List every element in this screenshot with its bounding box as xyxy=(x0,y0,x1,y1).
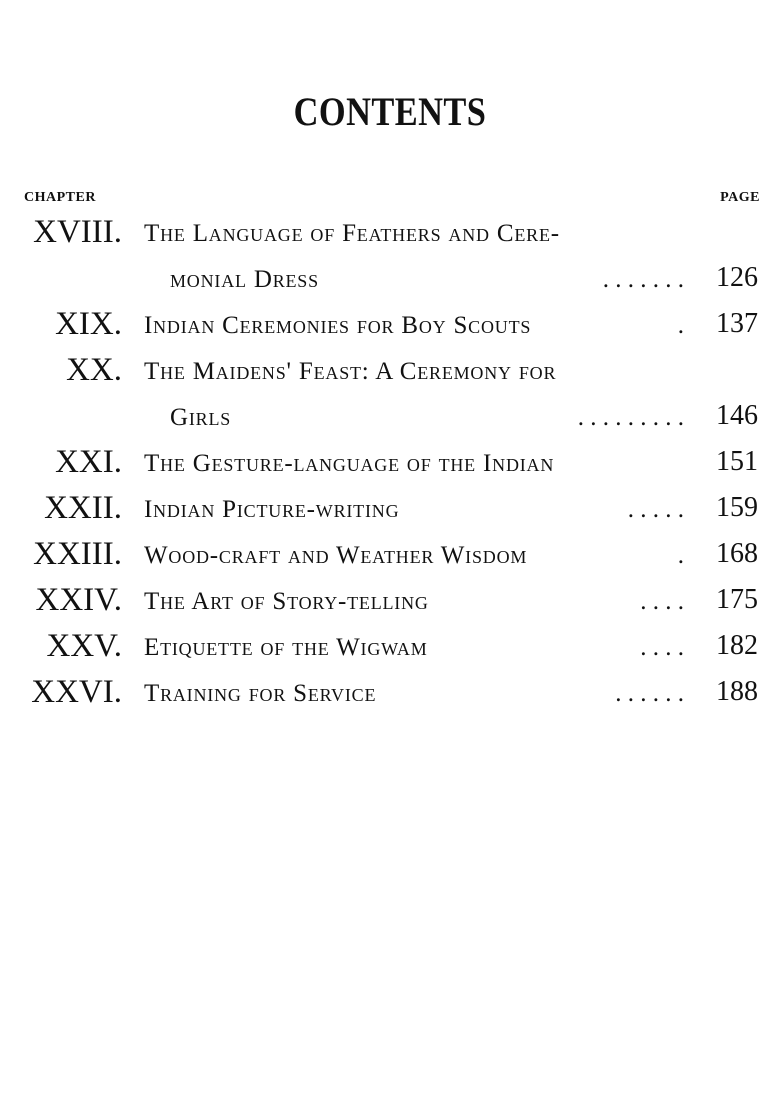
toc-entry xyxy=(0,488,780,532)
chapter-title: Indian Picture-writing xyxy=(144,496,400,523)
page-number: 146 xyxy=(716,400,758,431)
chapter-title: Training for Service xyxy=(144,680,377,707)
dot-leader: . . . . . xyxy=(627,496,684,523)
toc-entry xyxy=(0,534,780,578)
toc-entry xyxy=(0,672,780,716)
dot-leader: . xyxy=(677,542,684,569)
page-number: 168 xyxy=(716,538,758,569)
page-number: 137 xyxy=(716,308,758,339)
page-number: 151 xyxy=(716,446,758,477)
page-number: 182 xyxy=(716,630,758,661)
toc-entry xyxy=(0,580,780,624)
chapter-column-label: CHAPTER xyxy=(24,190,96,205)
chapter-numeral: XVIII. xyxy=(33,214,122,250)
page-number: 188 xyxy=(716,676,758,707)
page-title: CONTENTS xyxy=(293,89,487,134)
dot-leader: . . . . . . xyxy=(615,680,684,707)
page-number: 175 xyxy=(716,584,758,615)
chapter-title: Indian Ceremonies for Boy Scouts xyxy=(144,312,532,339)
chapter-numeral: XXIII. xyxy=(33,536,122,572)
chapter-numeral: XX. xyxy=(66,352,122,388)
chapter-title-continued: Girls xyxy=(170,404,232,431)
chapter-numeral: XXI. xyxy=(55,444,122,480)
chapter-title: The Language of Feathers and Cere- xyxy=(144,220,560,247)
dot-leader: . . . . . . . xyxy=(602,266,684,293)
toc-entry xyxy=(0,212,780,256)
chapter-numeral: XXIV. xyxy=(35,582,122,618)
chapter-title: The Maidens' Feast: A Ceremony for xyxy=(144,358,557,385)
dot-leader: . . . . xyxy=(640,588,684,615)
page-number: 159 xyxy=(716,492,758,523)
toc-entry xyxy=(0,626,780,670)
toc-entry xyxy=(0,304,780,348)
chapter-numeral: XXVI. xyxy=(31,674,122,710)
chapter-numeral: XIX. xyxy=(55,306,122,342)
toc-entry-continuation xyxy=(0,258,780,302)
chapter-title: Wood-craft and Weather Wisdom xyxy=(144,542,528,569)
dot-leader: . . . . . . . . . xyxy=(577,404,684,431)
page-number: 126 xyxy=(716,262,758,293)
toc-entry xyxy=(0,442,780,486)
chapter-title: Etiquette of the Wigwam xyxy=(144,634,428,661)
toc-entry-continuation xyxy=(0,396,780,440)
page-column-label: PAGE xyxy=(720,190,760,205)
chapter-title-continued: monial Dress xyxy=(170,266,319,293)
chapter-numeral: XXV. xyxy=(46,628,122,664)
chapter-numeral: XXII. xyxy=(44,490,122,526)
toc-entry xyxy=(0,350,780,394)
chapter-title: The Art of Story-telling xyxy=(144,588,429,615)
dot-leader: . . . . xyxy=(640,634,684,661)
dot-leader: . xyxy=(677,312,684,339)
chapter-title: The Gesture-language of the Indian xyxy=(144,450,555,477)
